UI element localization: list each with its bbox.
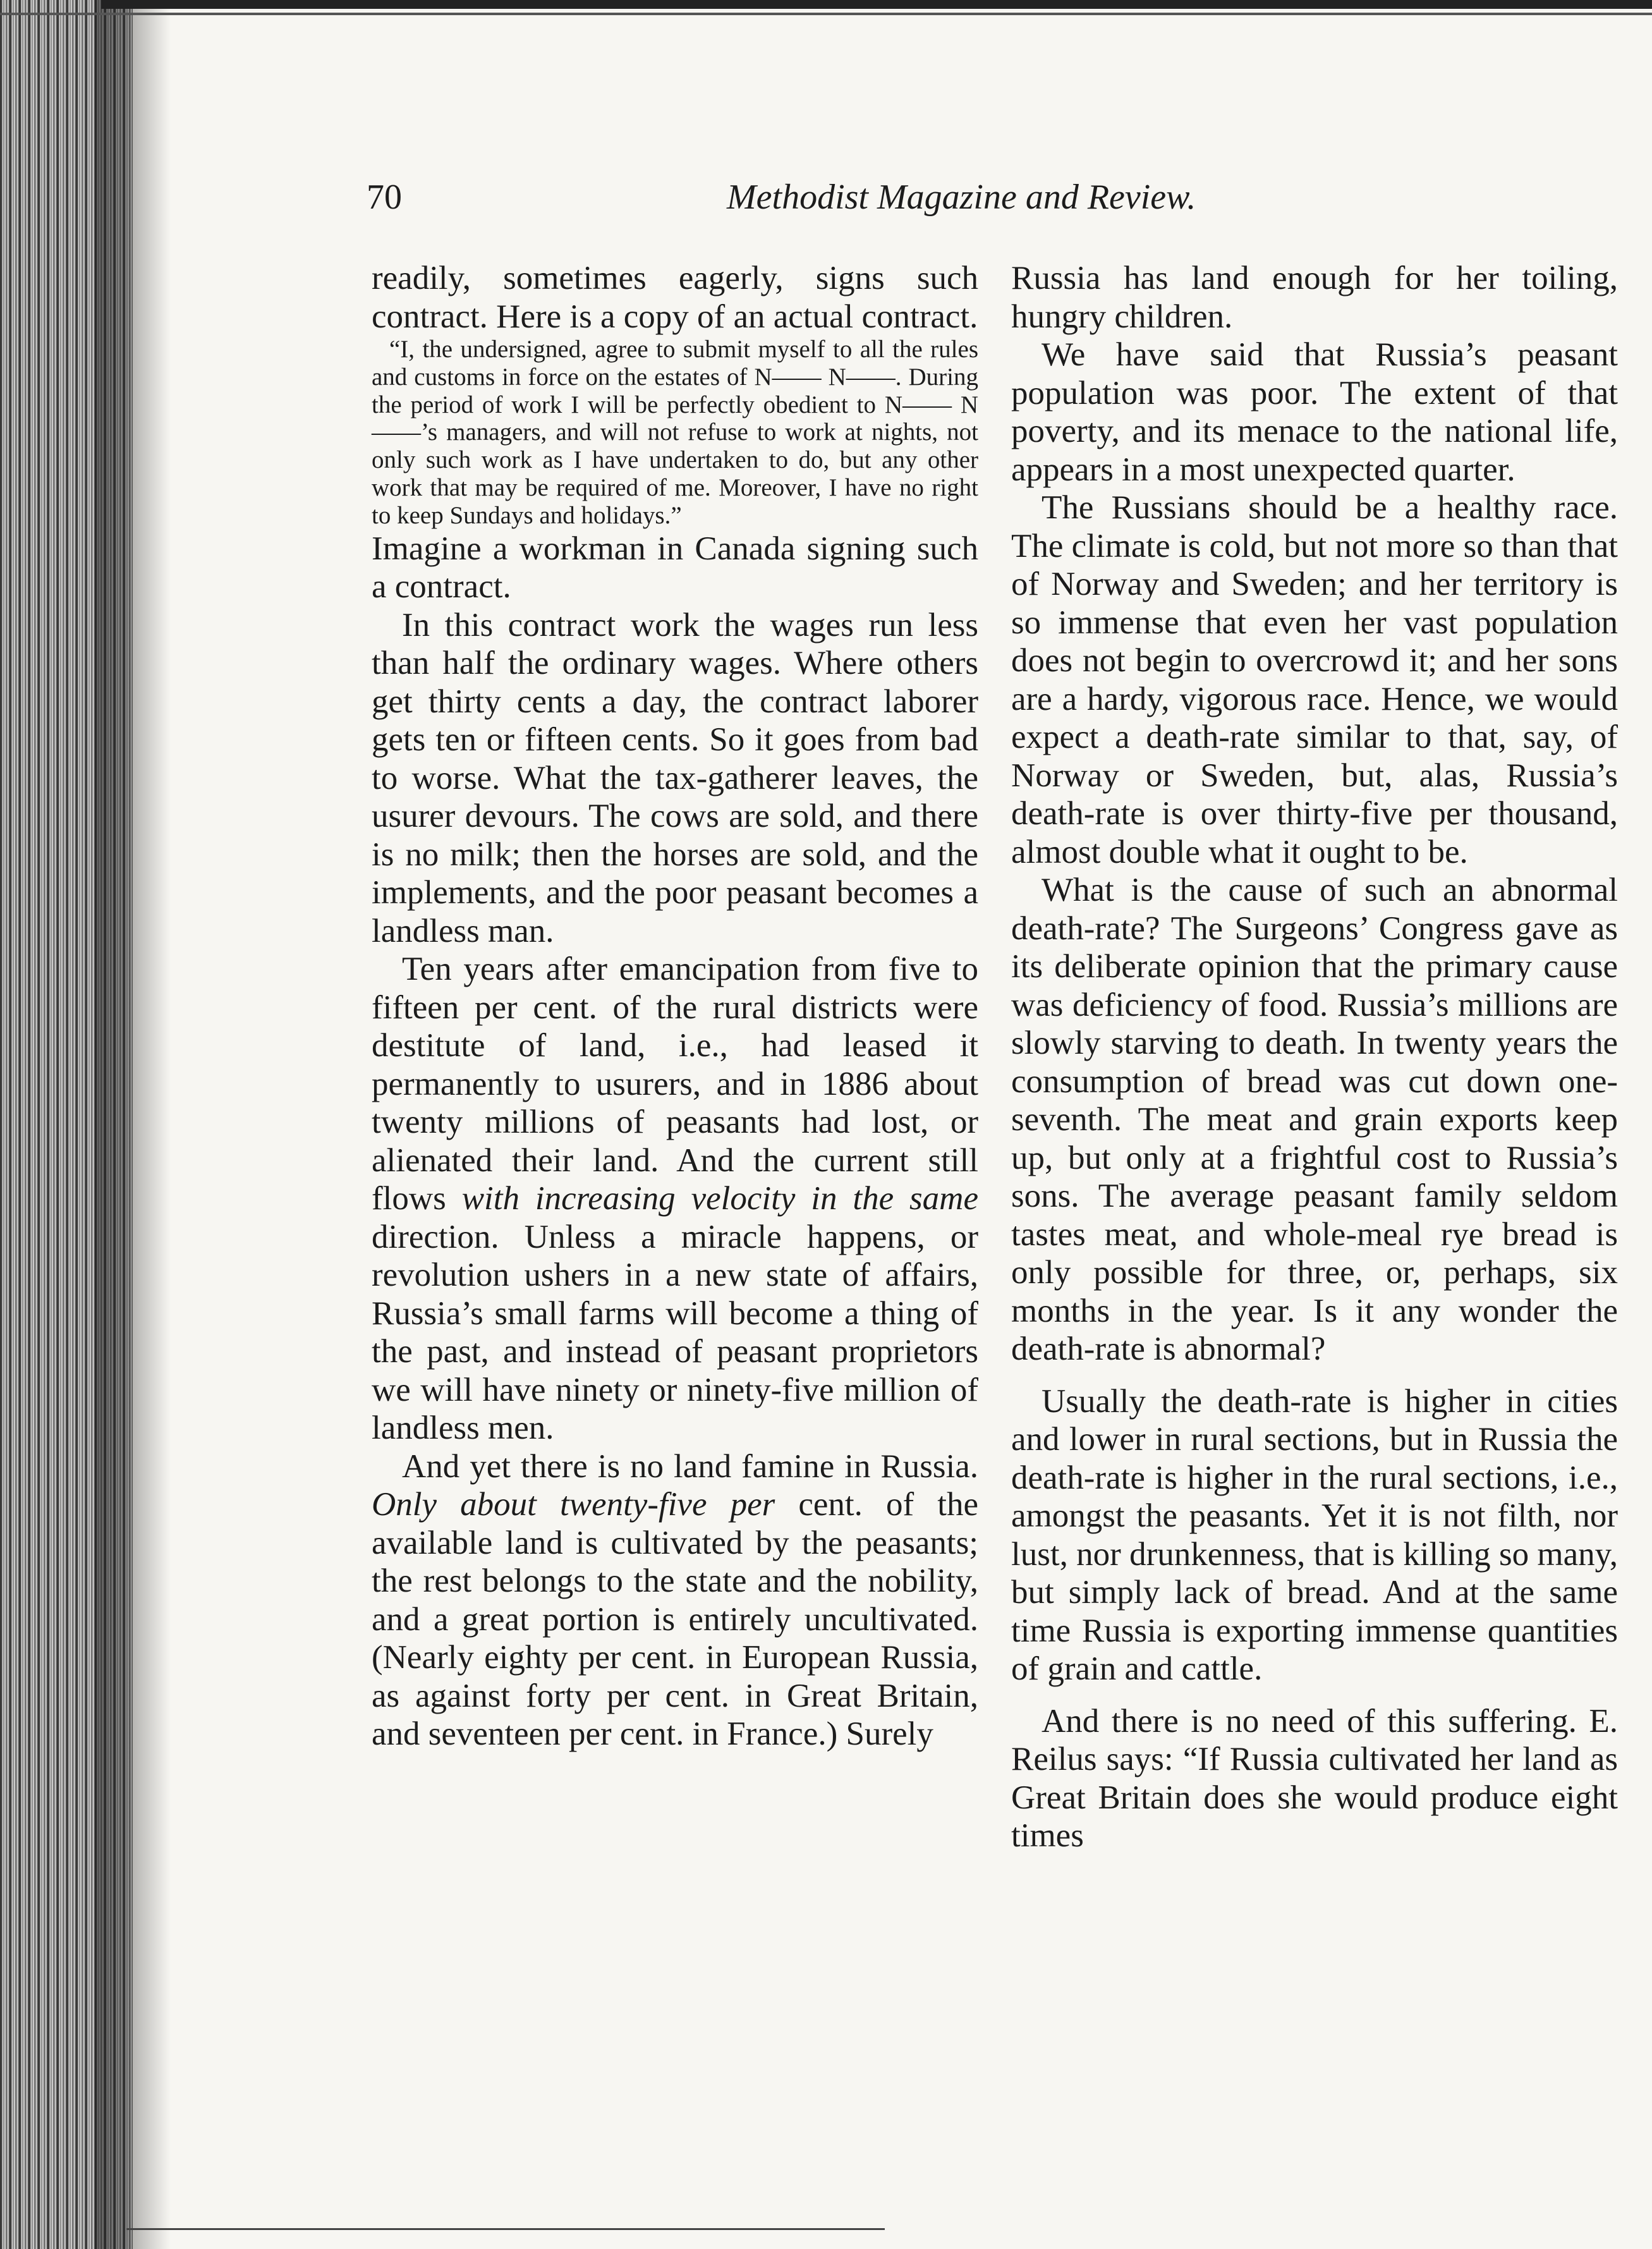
top-border-rule-thin xyxy=(0,13,1652,15)
right-paragraph-1: Russia has land enough for her toiling, hungry children. xyxy=(1011,260,1618,335)
right-paragraph-5: Usually the death-rate is higher in cities and lower in rural sections, but in Russia the death-rate is higher in the rural sections, i.e., amongst the peasants. Yet it is not filth, nor lust, nor drunkenness, that is killing so many, but simply lack of bread. And at the same time Russia is exporting immense quantities of grain and cattle. xyxy=(1011,1382,1618,1687)
running-title: Methodist Magazine and Review. xyxy=(727,178,1196,217)
binding-shadow xyxy=(95,0,171,2249)
left-column xyxy=(372,259,978,1753)
right-paragraph-3: The Russians should be a healthy race. The climate is cold, but not more so than that of Norway and Sweden; and her territory is so immense that even her vast population does not begin to overcrowd it; and her sons are a hardy, vigorous race. Hence, we would expect a death-rate similar to that, say, of Norway or Sweden, but, alas, Russia’s death-rate is over thirty-five per thousand, almost double what it ought to be. xyxy=(1011,489,1618,870)
left-paragraph-4 xyxy=(372,950,978,1448)
left-paragraph-5-start: And yet there is no land famine in Russia. xyxy=(402,1448,978,1485)
left-paragraph-5 xyxy=(372,1448,978,1753)
left-paragraph-3: In this contract work the wages run less than half the ordinary wages. Where others get thirty cents a day, the contract laborer gets ten or fifteen cents. So it goes from bad to worse. What the tax-gatherer leaves, the usurer devours. The cows are sold, and there is no milk; then the horses are sold, and the implements, and the poor peasant becomes a landless man. xyxy=(372,606,978,949)
left-paragraph-4-start: Ten years after emancipation from five to fifteen per cent. of the rural districts were destitute of land, i.e., had leased it permanently to usurers, and in 1886 about twenty millions of peasants had lost, or alienated their land. And the current still flows xyxy=(372,951,978,1217)
right-paragraph-4: What is the cause of such an abnormal death-rate? The Surgeons’ Congress gave as its deliberate opinion that the primary cause was deficiency of food. Russia’s millions are slowly starving to death. In twenty years the consumption of bread was cut down one-seventh. The meat and grain exports keep up, but only at a frightful cost to Russia’s sons. The average peasant family seldom tastes meat, and whole-meal rye bread is only possible for three, or, perhaps, six months in the year. Is it any wonder the death-rate is abnormal? xyxy=(1011,872,1618,1367)
left-paragraph-5-end: cent. of the available land is cultivated by the peasants; the rest belongs to the state and the nobility, and a great portion is entirely uncultivated. (Nearly eighty per cent. in European Russia, as against forty per cent. in Great Britain, and seventeen per cent. in France.) Surely xyxy=(372,1486,978,1753)
left-paragraph-4-italic: with increasing velocity in the same xyxy=(461,1180,978,1217)
page-number: 70 xyxy=(367,178,402,217)
contract-quote: “I, the undersigned, agree to submit myself to all the rules and customs in force on the estates of N—— N——. During the period of work I will be perfectly obedient to N—— N——’s managers, and will not refuse to work at nights, not only such work as I have undertaken to do, but any other work that may be required of me. Moreover, I have no right to keep Sundays and holidays.” xyxy=(372,336,978,529)
left-paragraph-1: readily, sometimes eagerly, signs such contract. Here is a copy of an actual contract. xyxy=(372,260,978,335)
left-paragraph-4-end: direction. Unless a miracle happens, or revolution ushers in a new state of affairs, Russia’s small farms will become a thing of the past, and instead of peasant proprietors we will have ninety or ninety-five million of landless men. xyxy=(372,1218,978,1447)
right-column xyxy=(1011,259,1618,1855)
bottom-border-rule xyxy=(126,2228,885,2230)
right-paragraph-6: And there is no need of this suffering. E. Reilus says: “If Russia cultivated her land as Great Britain does she would produce eight times xyxy=(1011,1702,1618,1854)
right-paragraph-2: We have said that Russia’s peasant population was poor. The extent of that poverty, and its menace to the national life, appears in a most unexpected quarter. xyxy=(1011,336,1618,488)
page-header xyxy=(367,177,1277,234)
left-paragraph-2: Imagine a workman in Canada signing such a contract. xyxy=(372,530,978,606)
left-paragraph-5-italic: Only about twenty-five per xyxy=(372,1486,775,1523)
top-border-rule xyxy=(101,0,1652,9)
